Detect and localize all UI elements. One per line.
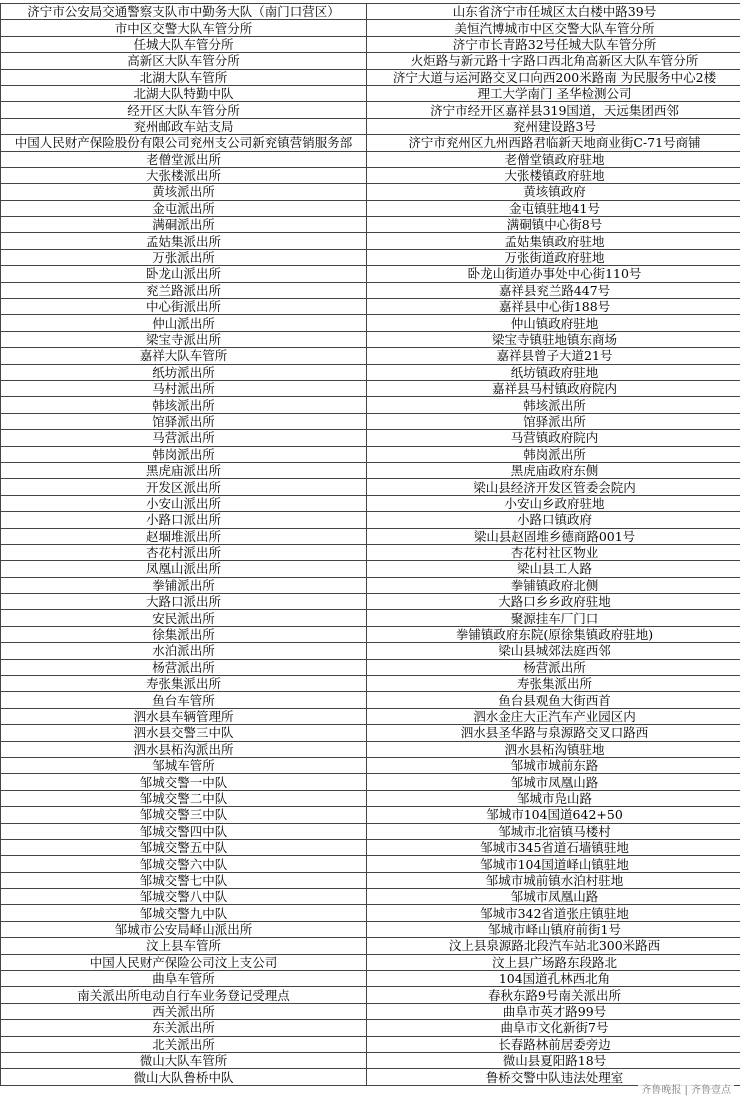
location-name-cell: 邹城车管所 [1,757,367,773]
location-name-cell: 开发区派出所 [1,479,367,495]
location-name-cell: 卧龙山派出所 [1,266,367,282]
location-name-cell: 邹城交警九中队 [1,905,367,921]
table-row [1,200,740,216]
address-cell: 泗水县圣华路与泉源路交叉口路西 [367,725,740,741]
address-cell: 老僧堂镇政府驻地 [367,151,740,167]
address-cell: 邹城市342省道张庄镇驻地 [367,905,740,921]
table-row [1,774,740,790]
table-row [1,954,740,970]
address-cell: 春秋东路9号南关派出所 [367,987,740,1003]
location-name-cell: 邹城交警四中队 [1,823,367,839]
address-cell: 纸坊镇政府驻地 [367,364,740,380]
address-cell: 仲山镇政府驻地 [367,315,740,331]
address-cell: 邹城市104国道642+50 [367,807,740,823]
address-cell: 邹城市北宿镇马楼村 [367,823,740,839]
address-cell: 小路口镇政府 [367,512,740,528]
address-cell: 梁宝寺镇驻地镇东商场 [367,331,740,347]
address-cell: 邹城市峄山镇府前街1号 [367,921,740,937]
location-name-cell: 邹城交警八中队 [1,889,367,905]
address-cell: 长春路林前居委旁边 [367,1036,740,1052]
table-row [1,479,740,495]
location-name-cell: 韩垓派出所 [1,397,367,413]
address-cell: 邹城市城前镇水泊村驻地 [367,872,740,888]
address-cell: 嘉祥县马村镇政府院内 [367,380,740,396]
location-name-cell: 中心街派出所 [1,299,367,315]
table-row [1,987,740,1003]
table-row [1,331,740,347]
address-cell: 拳铺镇政府北侧 [367,577,740,593]
table-row [1,839,740,855]
address-cell: 山东省济宁市任城区太白楼中路39号 [367,4,740,20]
address-cell: 美恒汽博城市中区交警大队车管分所 [367,20,740,36]
location-name-cell: 东关派出所 [1,1020,367,1036]
location-name-cell: 小安山派出所 [1,495,367,511]
location-name-cell: 黑虎庙派出所 [1,462,367,478]
table-row [1,151,740,167]
address-cell: 马营镇政府院内 [367,430,740,446]
address-cell: 邹城市城前东路 [367,757,740,773]
table-row [1,380,740,396]
address-cell: 鱼台县观鱼大街西首 [367,692,740,708]
address-cell: 孟姑集镇政府驻地 [367,233,740,249]
location-name-cell: 万张派出所 [1,249,367,265]
location-name-cell: 邹城市公安局峄山派出所 [1,921,367,937]
address-cell: 寿张集派出所 [367,676,740,692]
address-cell: 梁山县工人路 [367,561,740,577]
address-cell: 黑虎庙政府东侧 [367,462,740,478]
location-name-cell: 赵堌堆派出所 [1,528,367,544]
address-cell: 汶上县泉源路北段汽车站北300米路西 [367,938,740,954]
location-name-cell: 济宁市公安局交通警察支队市中勤务大队（南门口营区） [1,4,367,20]
address-cell: 杨营派出所 [367,659,740,675]
location-name-cell: 兖州邮政车站支局 [1,118,367,134]
address-cell: 济宁大道与运河路交叉口向西200米路南 为民服务中心2楼 [367,69,740,85]
location-name-cell: 中国人民财产保险公司汶上支公司 [1,954,367,970]
location-name-cell: 经开区大队车管分所 [1,102,367,118]
address-cell: 汶上县广场路东段路北 [367,954,740,970]
table-row [1,364,740,380]
location-name-cell: 徐集派出所 [1,626,367,642]
table-row [1,118,740,134]
address-cell: 火炬路与新元路十字路口西北角高新区大队车管分所 [367,53,740,69]
table-row [1,348,740,364]
location-name-cell: 嘉祥大队车管所 [1,348,367,364]
address-cell: 兖州建设路3号 [367,118,740,134]
table-row [1,249,740,265]
address-cell: 微山县夏阳路18号 [367,1053,740,1069]
address-cell: 邹城市345省道石墙镇驻地 [367,839,740,855]
table-row [1,85,740,101]
table-row [1,167,740,183]
address-cell: 济宁市长青路32号任城大队车管分所 [367,36,740,52]
location-name-cell: 马村派出所 [1,380,367,396]
table-row [1,282,740,298]
table-row [1,921,740,937]
location-name-cell: 纸坊派出所 [1,364,367,380]
table-row [1,315,740,331]
table-row [1,856,740,872]
table-row [1,872,740,888]
location-name-cell: 鱼台车管所 [1,692,367,708]
address-cell: 韩岗派出所 [367,446,740,462]
location-name-cell: 金屯派出所 [1,200,367,216]
address-cell: 嘉祥县中心街188号 [367,299,740,315]
location-name-cell: 孟姑集派出所 [1,233,367,249]
table-row [1,53,740,69]
address-cell: 梁山县赵固堆乡德商路001号 [367,528,740,544]
location-name-cell: 邹城交警七中队 [1,872,367,888]
address-cell: 泗水金庄大正汽车产业园区内 [367,708,740,724]
location-name-cell: 高新区大队车管分所 [1,53,367,69]
table-row [1,266,740,282]
table-row [1,725,740,741]
location-name-cell: 曲阜车管所 [1,971,367,987]
location-name-cell: 市中区交警大队车管分所 [1,20,367,36]
location-name-cell: 杏花村派出所 [1,544,367,560]
address-cell: 大张楼镇政府驻地 [367,167,740,183]
location-name-cell: 汶上县车管所 [1,938,367,954]
table-row [1,790,740,806]
table-row [1,659,740,675]
table-row [1,397,740,413]
location-name-cell: 南关派出所电动自行车业务登记受理点 [1,987,367,1003]
table-row [1,905,740,921]
location-name-cell: 邹城交警三中队 [1,807,367,823]
location-name-cell: 大张楼派出所 [1,167,367,183]
location-name-cell: 北关派出所 [1,1036,367,1052]
address-cell: 满硐镇中心街8号 [367,217,740,233]
table-row [1,594,740,610]
watermark-logo: 齐鲁晚报 | 齐鲁壹点 [638,1080,734,1097]
table-row [1,643,740,659]
table-row [1,757,740,773]
table-row [1,676,740,692]
table-row [1,1020,740,1036]
table-row [1,512,740,528]
table-row [1,577,740,593]
address-cell: 韩垓派出所 [367,397,740,413]
table-row [1,233,740,249]
location-name-cell: 杨营派出所 [1,659,367,675]
address-cell: 邹城市104国道峄山镇驻地 [367,856,740,872]
location-name-cell: 北湖大队特勤中队 [1,85,367,101]
table-row [1,938,740,954]
location-name-cell: 微山大队车管所 [1,1053,367,1069]
table-row [1,20,740,36]
location-name-cell: 微山大队鲁桥中队 [1,1069,367,1085]
table-row [1,692,740,708]
location-name-cell: 凤凰山派出所 [1,561,367,577]
table-row [1,741,740,757]
address-cell: 曲阜市文化新街7号 [367,1020,740,1036]
table-row [1,1003,740,1019]
table-row [1,971,740,987]
address-table-body [1,4,740,1086]
location-name-cell: 老僧堂派出所 [1,151,367,167]
table-row [1,430,740,446]
table-row [1,626,740,642]
address-cell: 邹城市凤凰山路 [367,774,740,790]
address-cell: 馆驿派出所 [367,413,740,429]
table-row [1,544,740,560]
location-name-cell: 西关派出所 [1,1003,367,1019]
table-row [1,889,740,905]
location-name-cell: 中国人民财产保险股份有限公司兖州支公司新兖镇营销服务部 [1,135,367,151]
address-cell: 梁山县城郊法庭西邻 [367,643,740,659]
table-row [1,299,740,315]
address-cell: 梁山县经济开发区管委会院内 [367,479,740,495]
location-name-cell: 北湖大队车管所 [1,69,367,85]
table-row [1,610,740,626]
location-name-cell: 满硐派出所 [1,217,367,233]
table-row [1,708,740,724]
table-row [1,102,740,118]
location-name-cell: 泗水县车辆管理所 [1,708,367,724]
location-name-cell: 泗水县交警三中队 [1,725,367,741]
address-cell: 曲阜市英才路99号 [367,1003,740,1019]
table-row [1,184,740,200]
address-cell: 嘉祥县兖兰路447号 [367,282,740,298]
address-cell: 杏花村社区物业 [367,544,740,560]
address-cell: 鲁桥交警中队违法处理室 [367,1069,740,1085]
location-name-cell: 兖兰路派出所 [1,282,367,298]
location-name-cell: 寿张集派出所 [1,676,367,692]
address-cell: 黄垓镇政府 [367,184,740,200]
location-name-cell: 拳铺派出所 [1,577,367,593]
location-name-cell: 任城大队车管分所 [1,36,367,52]
table-row [1,1036,740,1052]
address-cell: 104国道孔林西北角 [367,971,740,987]
table-row [1,823,740,839]
location-name-cell: 泗水县柘沟派出所 [1,741,367,757]
location-name-cell: 马营派出所 [1,430,367,446]
location-name-cell: 韩岗派出所 [1,446,367,462]
address-cell: 卧龙山街道办事处中心街110号 [367,266,740,282]
location-name-cell: 黄垓派出所 [1,184,367,200]
location-name-cell: 仲山派出所 [1,315,367,331]
table-row [1,1069,740,1085]
table-row [1,217,740,233]
address-cell: 理工大学南门 圣华检测公司 [367,85,740,101]
address-cell: 邹城市凤凰山路 [367,889,740,905]
location-name-cell: 邹城交警六中队 [1,856,367,872]
table-row [1,528,740,544]
table-row [1,462,740,478]
address-cell: 金屯镇驻地41号 [367,200,740,216]
address-cell: 聚源挂车厂门口 [367,610,740,626]
address-cell: 济宁市经开区嘉祥县319国道，天远集团西邻 [367,102,740,118]
table-row [1,561,740,577]
table-row [1,36,740,52]
address-cell: 济宁市兖州区九州西路君临新天地商业街C-71号商铺 [367,135,740,151]
location-name-cell: 安民派出所 [1,610,367,626]
table-row [1,446,740,462]
table-row [1,413,740,429]
table-row [1,135,740,151]
address-cell: 拳铺镇政府东院(原徐集镇政府驻地) [367,626,740,642]
location-name-cell: 邹城交警一中队 [1,774,367,790]
table-row [1,4,740,20]
table-row [1,807,740,823]
table-row [1,1053,740,1069]
location-name-cell: 邹城交警二中队 [1,790,367,806]
address-cell: 大路口乡乡政府驻地 [367,594,740,610]
address-cell: 小安山乡政府驻地 [367,495,740,511]
location-name-cell: 馆驿派出所 [1,413,367,429]
location-name-cell: 梁宝寺派出所 [1,331,367,347]
location-name-cell: 水泊派出所 [1,643,367,659]
table-row [1,69,740,85]
table-row [1,495,740,511]
location-name-cell: 邹城交警五中队 [1,839,367,855]
address-cell: 泗水县柘沟镇驻地 [367,741,740,757]
address-cell: 嘉祥县曾子大道21号 [367,348,740,364]
address-table [0,3,740,1086]
address-cell: 邹城市凫山路 [367,790,740,806]
location-name-cell: 小路口派出所 [1,512,367,528]
location-name-cell: 大路口派出所 [1,594,367,610]
address-cell: 万张街道政府驻地 [367,249,740,265]
